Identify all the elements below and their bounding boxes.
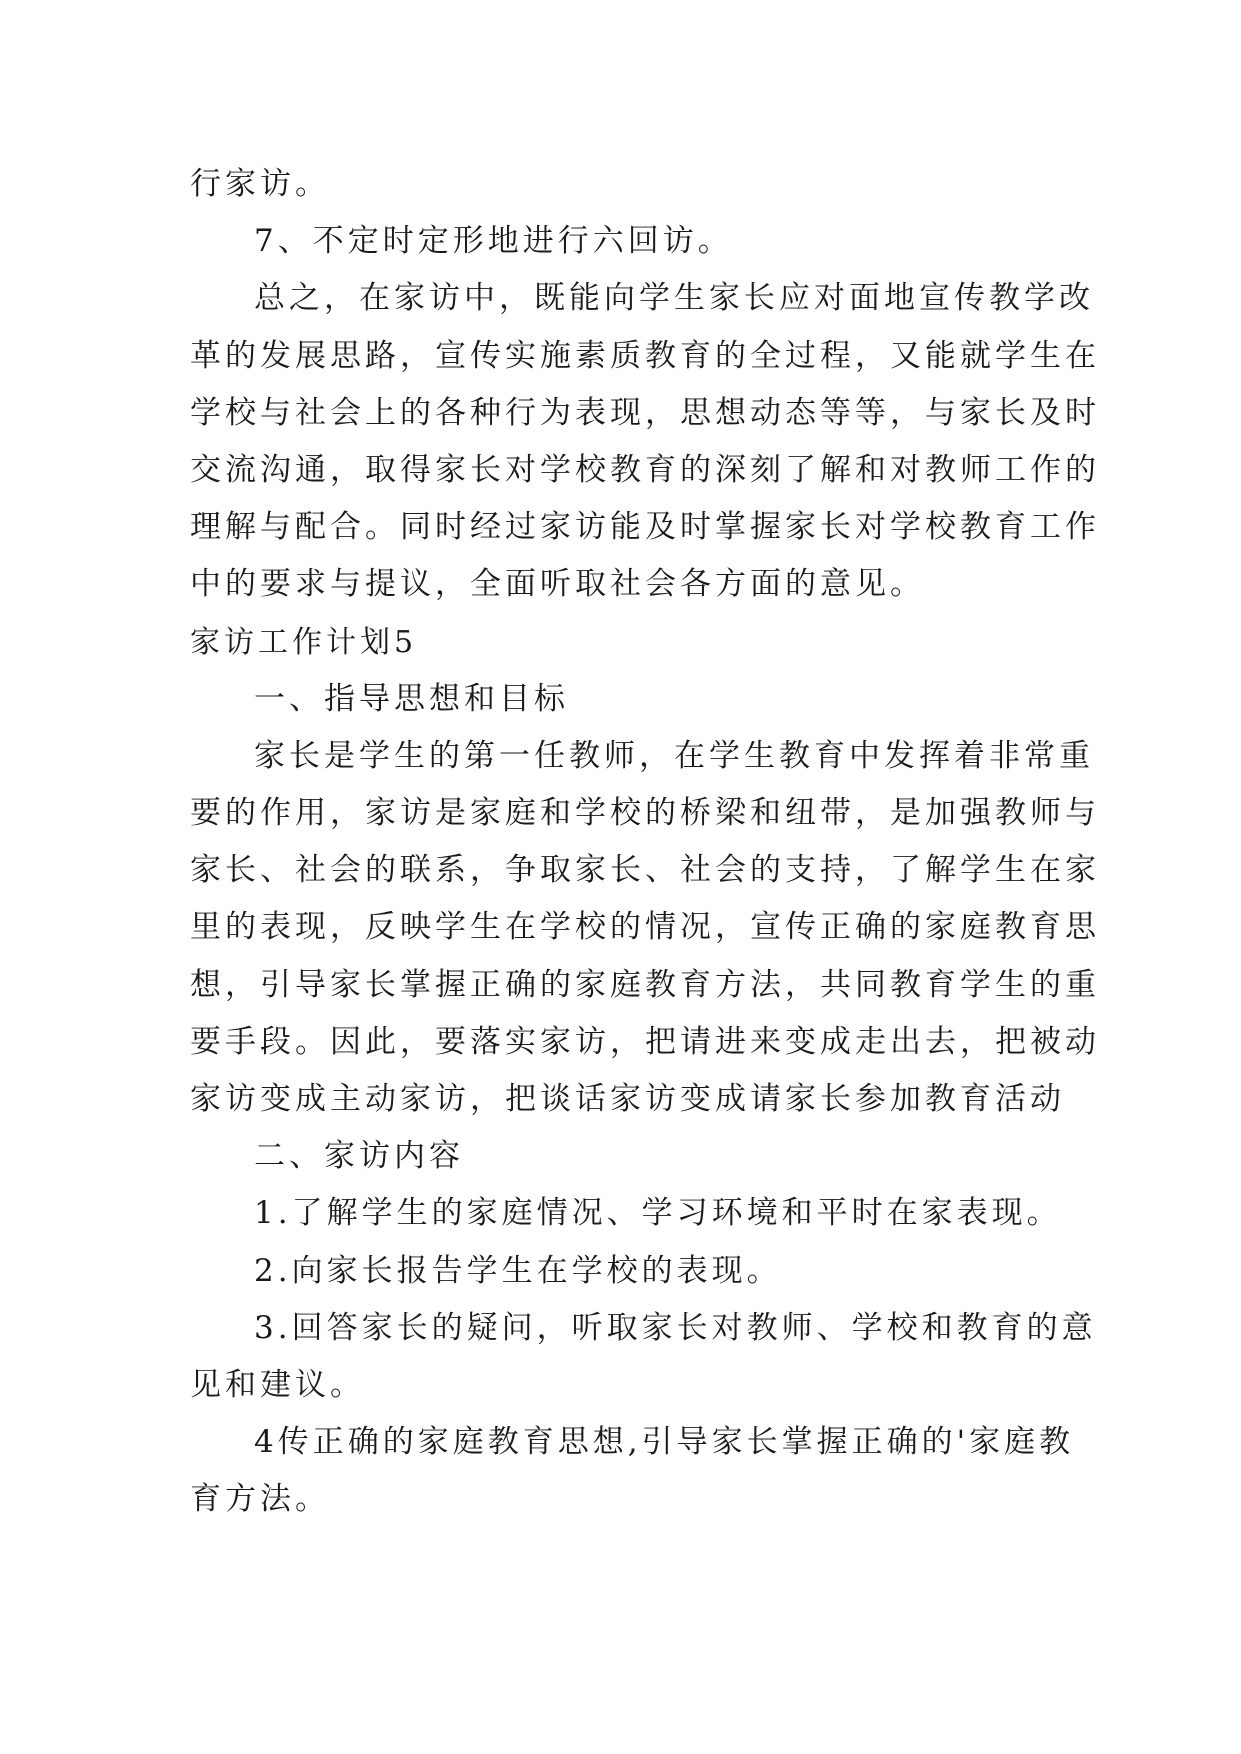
text-line: 要的作用，家访是家庭和学校的桥梁和纽带，是加强教师与	[190, 795, 1100, 832]
section-heading: 家访工作计划5	[190, 624, 418, 660]
text-line: 里的表现，反映学生在学校的情况，宣传正确的家庭教育思	[190, 909, 1100, 946]
text-line: 见和建议。	[190, 1366, 365, 1403]
subsection-heading: 二、家访内容	[254, 1138, 464, 1175]
list-item: 4传正确的家庭教育思想,引导家长掌握正确的'家庭教	[254, 1424, 1075, 1461]
text-line: 革的发展思路，宣传实施素质教育的全过程，又能就学生在	[190, 337, 1100, 374]
list-item: 2.向家长报告学生在学校的表现。	[254, 1252, 782, 1289]
text-line: 要手段。因此，要落实家访，把请进来变成走出去，把被动	[190, 1023, 1100, 1060]
paragraph-start-line: 总之，在家访中，既能向学生家长应对面地宣传教学改	[254, 280, 1094, 317]
text-line: 学校与社会上的各种行为表现，思想动态等等，与家长及时	[190, 394, 1100, 431]
text-line: 交流沟通，取得家长对学校教育的深刻了解和对教师工作的	[190, 451, 1100, 488]
text-line: 家访变成主动家访，把谈话家访变成请家长参加教育活动	[190, 1081, 1065, 1117]
list-item: 3.回答家长的疑问，听取家长对教师、学校和教育的意	[254, 1309, 1097, 1346]
subsection-heading: 一、指导思想和目标	[254, 680, 569, 717]
text-line: 7、不定时定形地进行六回访。	[254, 223, 733, 260]
paragraph-start-line: 家长是学生的第一任教师，在学生教育中发挥着非常重	[254, 737, 1094, 774]
text-line: 理解与配合。同时经过家访能及时掌握家长对学校教育工作	[190, 509, 1100, 546]
text-line: 行家访。	[190, 166, 330, 202]
text-line: 家长、社会的联系，争取家长、社会的支持，了解学生在家	[190, 852, 1100, 889]
text-line: 中的要求与提议，全面听取社会各方面的意见。	[190, 566, 925, 603]
text-line: 育方法。	[190, 1481, 330, 1518]
document-body	[190, 156, 1100, 1529]
list-item: 1.了解学生的家庭情况、学习环境和平时在家表现。	[254, 1195, 1062, 1232]
text-line: 想，引导家长掌握正确的家庭教育方法，共同教育学生的重	[190, 966, 1100, 1003]
